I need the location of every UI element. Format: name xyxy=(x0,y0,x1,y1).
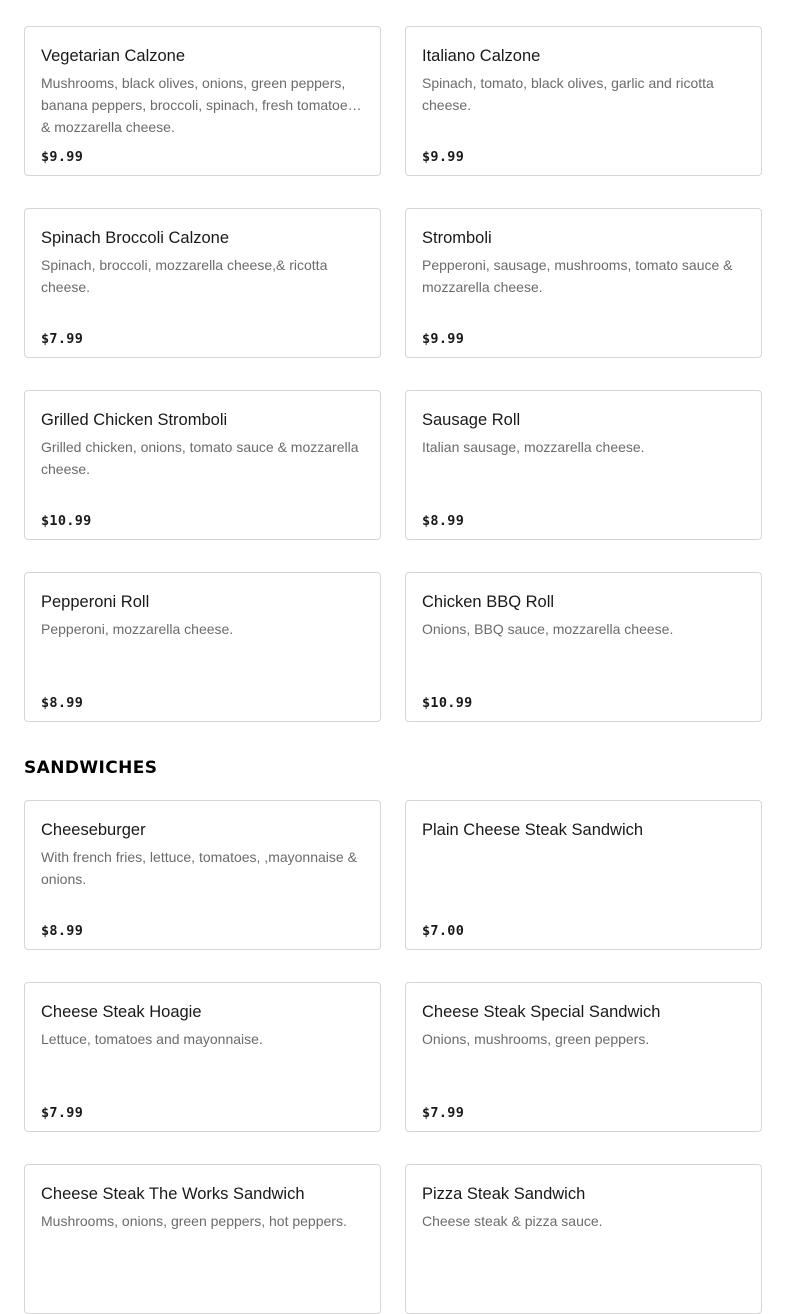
menu-item-card[interactable] xyxy=(405,390,762,540)
menu-item-price: $7.99 xyxy=(422,1105,465,1121)
menu-item-price: $9.99 xyxy=(422,149,465,165)
menu-item-description: Cheese steak & pizza sauce. xyxy=(422,1213,603,1229)
menu-item-price: $9.99 xyxy=(422,331,465,347)
menu-item-description: Lettuce, tomatoes and mayonnaise. xyxy=(41,1031,263,1047)
menu-item-price: $8.99 xyxy=(422,513,465,529)
menu-item-card[interactable] xyxy=(405,800,762,950)
menu-item-price: $10.99 xyxy=(422,695,473,711)
menu-item-name: Cheese Steak Special Sandwich xyxy=(422,1003,661,1021)
menu-item-description xyxy=(422,846,745,890)
menu-item-name: Stromboli xyxy=(422,229,492,247)
menu-item-description: With french fries, lettuce, tomatoes, ,mayonnaise & onions. xyxy=(41,849,357,887)
menu-item-name: Plain Cheese Steak Sandwich xyxy=(422,821,644,839)
menu-item-name: Pizza Steak Sandwich xyxy=(422,1185,586,1203)
menu-item-name: Chicken BBQ Roll xyxy=(422,593,555,611)
menu-item-description: Spinach, tomato, black olives, garlic and ricotta cheese. xyxy=(422,75,714,113)
menu-item-card[interactable] xyxy=(405,572,762,722)
menu-item-card[interactable] xyxy=(24,800,381,950)
menu-item-name: Cheeseburger xyxy=(41,821,146,839)
menu-item-card[interactable] xyxy=(24,26,381,176)
menu-item-price: $9.99 xyxy=(41,149,84,165)
menu-item-card[interactable] xyxy=(405,1164,762,1314)
menu-item-price: $8.99 xyxy=(41,923,84,939)
menu-item-price: $8.99 xyxy=(41,695,84,711)
menu-item-name: Pepperoni Roll xyxy=(41,593,150,611)
menu-item-description: Grilled chicken, onions, tomato sauce & mozzarella cheese. xyxy=(41,439,359,477)
menu-item-description: Pepperoni, mozzarella cheese. xyxy=(41,621,234,637)
menu-item-name: Sausage Roll xyxy=(422,411,521,429)
menu-item-description: Pepperoni, sausage, mushrooms, tomato sauce & mozzarella cheese. xyxy=(422,257,733,295)
menu-item-price: $7.00 xyxy=(422,923,465,939)
menu-item-card[interactable] xyxy=(405,26,762,176)
menu-item-description: Spinach, broccoli, mozzarella cheese,& ricotta cheese. xyxy=(41,257,328,295)
section-heading: SANDWICHES xyxy=(24,758,158,778)
menu-item-name: Grilled Chicken Stromboli xyxy=(41,411,228,429)
menu-item-description: Mushrooms, onions, green peppers, hot peppers. xyxy=(41,1213,347,1229)
menu-item-description: Onions, BBQ sauce, mozzarella cheese. xyxy=(422,621,674,637)
menu-item-name: Italiano Calzone xyxy=(422,47,541,65)
menu-item-description: Italian sausage, mozzarella cheese. xyxy=(422,439,645,455)
menu-item-card[interactable] xyxy=(24,390,381,540)
menu-item-card[interactable] xyxy=(24,208,381,358)
menu-item-name: Vegetarian Calzone xyxy=(41,47,186,65)
menu-item-name: Cheese Steak Hoagie xyxy=(41,1003,202,1021)
menu-item-card[interactable] xyxy=(24,572,381,722)
menu-item-description: Onions, mushrooms, green peppers. xyxy=(422,1031,650,1047)
menu-item-price: $10.99 xyxy=(41,513,92,529)
menu-item-name: Cheese Steak The Works Sandwich xyxy=(41,1185,305,1203)
menu-item-card[interactable] xyxy=(24,982,381,1132)
menu-item-price: $7.99 xyxy=(41,331,84,347)
menu-item-price: $7.99 xyxy=(41,1105,84,1121)
menu-item-card[interactable] xyxy=(405,208,762,358)
menu-item-description: Mushrooms, black olives, onions, green peppers, banana peppers, broccoli, spinach, fresh tomatoes & mozzarella cheese. xyxy=(41,75,355,135)
menu-item-card[interactable] xyxy=(24,1164,381,1314)
menu-item-card[interactable] xyxy=(405,982,762,1132)
menu-item-name: Spinach Broccoli Calzone xyxy=(41,229,230,247)
